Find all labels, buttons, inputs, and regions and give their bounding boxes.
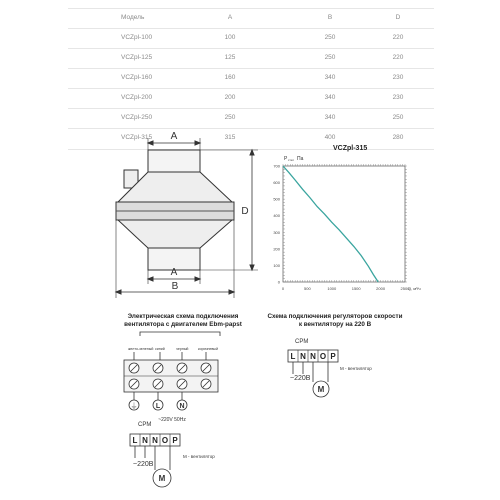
table-header-cell: B (327, 14, 333, 21)
wiring-right-title-2: к вентилятору на 220 В (298, 321, 372, 328)
y-tick-label: 300 (273, 229, 280, 235)
wire-label-yellow-green: желто-зеленый (128, 347, 154, 351)
regulator-terminal-letter: L (132, 436, 138, 445)
wire-label-brown: коричневый (198, 347, 218, 351)
table-header-cell: D (395, 14, 401, 21)
table-cell: 230 (392, 94, 404, 101)
table-cell: 200 (224, 94, 236, 101)
regulator-terminal-letter: N (300, 352, 306, 361)
voltage-left: ~220В (133, 461, 154, 468)
y-axis-unit: Па (297, 156, 304, 162)
x-tick-label: 1500 (351, 286, 361, 291)
x-axis-label: Q, м³/ч (408, 286, 421, 291)
motor-right-label: M (317, 385, 325, 394)
table-cell: 250 (324, 54, 336, 61)
table-cell: 280 (392, 134, 404, 141)
y-tick-label: 200 (273, 246, 280, 252)
supply-label: ~220V 50Hz (158, 417, 186, 423)
ground-icon: ⏚ (130, 403, 138, 410)
y-tick-label: 100 (273, 262, 280, 268)
x-tick-label: 2500 (400, 286, 410, 291)
terminal-l-label: L (155, 403, 161, 410)
y-tick-label: 500 (273, 196, 280, 202)
terminal-block-diagram (124, 332, 220, 423)
x-tick-label: 2000 (376, 286, 386, 291)
wire-label-blue: синий (155, 347, 165, 351)
table-cell: VCZpl-200 (121, 94, 153, 101)
dim-a-bottom-label: A (170, 267, 178, 278)
x-tick-label: 1000 (327, 286, 337, 291)
table-cell: 340 (324, 74, 336, 81)
dim-b-label: B (171, 281, 179, 292)
wiring-right-title-1: Схема подключения регуляторов скорости (267, 313, 403, 320)
table-cell: 160 (224, 74, 236, 81)
motor-right-note: M - вентилятор (340, 366, 372, 371)
wire-label-black: черный (176, 347, 189, 351)
dim-a-top-label: A (170, 131, 178, 142)
table-cell: 230 (392, 74, 404, 81)
table-cell: VCZpl-315 (121, 134, 153, 141)
wiring-left-title-1: Электрическая схема подключения (127, 313, 239, 320)
table-cell: 340 (324, 114, 336, 121)
performance-chart (273, 145, 420, 291)
top-collar (148, 150, 200, 172)
regulator-box-left (130, 434, 180, 446)
table-cell: 100 (224, 34, 236, 41)
table-header-cell: A (227, 14, 233, 21)
y-tick-label: 700 (273, 163, 280, 169)
regulator-terminal-letter: N (310, 352, 316, 361)
table-cell: VCZpl-160 (121, 74, 153, 81)
chart-frame (283, 166, 405, 282)
cpm-left-label: CPM (138, 422, 152, 428)
regulator-terminal-letter: N (142, 436, 148, 445)
table-cell: VCZpl-125 (121, 54, 153, 61)
table-cell: 250 (324, 34, 336, 41)
regulator-terminal-letter: N (152, 436, 158, 445)
table-cell: 220 (392, 34, 404, 41)
regulator-box-right (288, 350, 338, 362)
voltage-right: ~220В (290, 375, 311, 382)
table-cell: VCZpl-100 (121, 34, 153, 41)
y-tick-label: 400 (273, 213, 280, 219)
cpm-right-label: CPM (295, 339, 309, 345)
lower-cone (118, 220, 232, 248)
dim-d-label: D (241, 206, 249, 217)
table-cell: 250 (392, 114, 404, 121)
y-axis-label-sub: стат (288, 158, 294, 162)
regulator-terminal-letter: L (290, 352, 296, 361)
terminal-n-label: N (179, 403, 185, 410)
fan-drawing (116, 138, 258, 298)
regulator-terminal-letter: P (172, 436, 178, 445)
chart-title: VCZpl-315 (333, 145, 368, 152)
regulator-terminal-letter: O (161, 436, 169, 445)
motor-left-label: M (158, 474, 166, 483)
table-cell: 220 (392, 54, 404, 61)
y-tick-label: 600 (273, 180, 280, 186)
wiring-left-title-2: вентилятора с двигателем Ebm-papst (124, 321, 242, 328)
table-cell: 340 (324, 94, 336, 101)
regulator-terminal-letter: O (319, 352, 327, 361)
table-cell: VCZpl-250 (121, 114, 153, 121)
table-cell: 125 (224, 54, 236, 61)
motor-left-note: M - вентилятор (183, 454, 215, 459)
table-header-cell: Модель (121, 14, 145, 21)
table-cell: 315 (224, 134, 236, 141)
x-tick-label: 500 (304, 286, 311, 291)
x-tick-label: 0 (281, 286, 285, 291)
y-tick-label: 0 (277, 279, 280, 285)
table-cell: 250 (224, 114, 236, 121)
regulator-terminal-letter: P (330, 352, 336, 361)
y-axis-label: P (284, 156, 288, 162)
table-cell: 400 (324, 134, 336, 141)
performance-curve (283, 166, 378, 282)
